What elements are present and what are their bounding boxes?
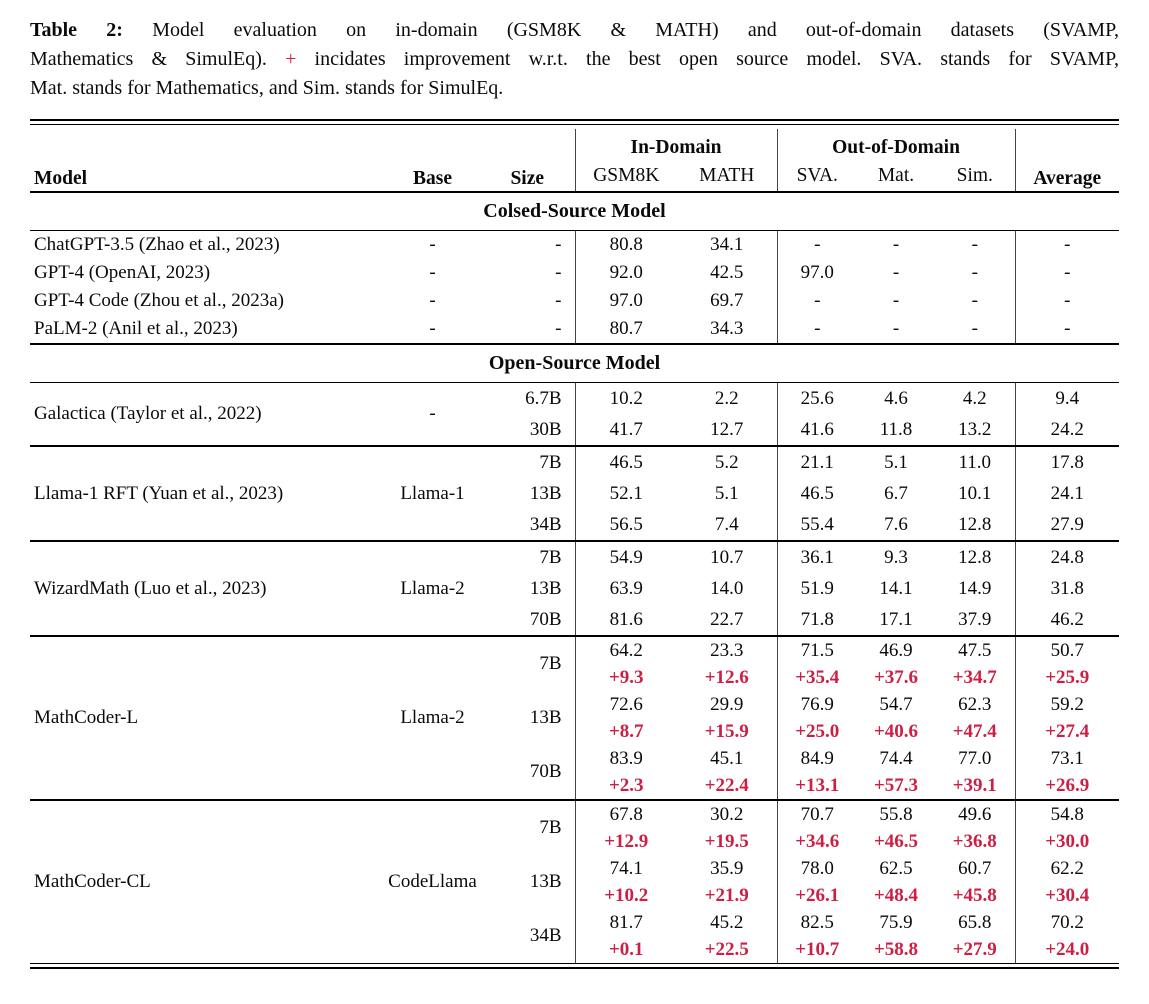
score-cell: 47.5	[935, 636, 1015, 664]
score-cell: 46.9	[857, 636, 935, 664]
score-cell: 45.1	[710, 747, 744, 769]
score-cell: 46.5	[777, 478, 857, 509]
improvement-cell: +45.8	[952, 884, 997, 906]
score-cell: 70.2	[1015, 909, 1119, 936]
improvement-cell: +27.9	[952, 938, 997, 960]
base-name: -	[429, 262, 436, 283]
score-cell: 10.2	[575, 383, 677, 415]
score-cell: 76.9	[777, 691, 857, 718]
caption-line-1	[30, 16, 1119, 45]
score-cell: 75.9	[879, 911, 913, 933]
score-cell: 24.2	[1015, 414, 1119, 446]
score-cell: -	[1015, 315, 1119, 344]
model-name: MathCoder-CL	[30, 800, 385, 963]
score-cell: 42.5	[710, 262, 744, 283]
score-cell: 55.8	[857, 800, 935, 828]
improvement-cell: +24.0	[1015, 936, 1119, 963]
section-title: Open-Source Model	[30, 344, 1119, 383]
size-label: 30B	[529, 418, 562, 440]
improvement-cell: +30.4	[1015, 882, 1119, 909]
size-label: 13B	[529, 577, 562, 599]
caption-line-3: Mat. stands for Mathematics, and Sim. stands for SimulEq.	[30, 77, 504, 99]
improvement-cell: +25.9	[1015, 664, 1119, 691]
score-cell: 80.8	[575, 231, 677, 260]
score-cell: 62.2	[1015, 855, 1119, 882]
score-cell: 4.6	[884, 387, 908, 409]
model-name: PaLM-2 (Anil et al., 2023)	[34, 318, 238, 339]
score-cell: -	[971, 262, 978, 283]
results-table	[30, 129, 1119, 963]
size-label: -	[555, 262, 562, 283]
improvement-cell: +34.6	[777, 828, 857, 855]
score-cell: 84.9	[777, 745, 857, 772]
score-cell: 29.9	[710, 693, 744, 715]
improvement-cell: +2.3	[575, 772, 677, 800]
score-cell: 81.7	[575, 909, 677, 936]
score-cell: 30.2	[677, 800, 777, 828]
size-label: 70B	[529, 761, 562, 782]
score-cell: 49.6	[935, 800, 1015, 828]
score-cell: 60.7	[958, 857, 992, 879]
score-cell: 5.1	[714, 482, 739, 504]
score-cell: 2.2	[714, 387, 739, 409]
score-cell: 14.9	[958, 577, 992, 599]
base-name: -	[429, 403, 436, 424]
score-cell: 54.9	[575, 541, 677, 573]
improvement-cell: +35.4	[777, 664, 857, 691]
score-cell: 77.0	[958, 747, 992, 769]
score-cell: -	[971, 234, 978, 255]
improvement-cell: +47.4	[952, 720, 997, 742]
score-cell: -	[777, 315, 857, 344]
score-cell: -	[777, 231, 857, 260]
size-label: -	[555, 318, 562, 339]
improvement-cell: +21.9	[704, 884, 749, 906]
score-cell: 65.8	[958, 911, 992, 933]
header-model: Model	[34, 168, 88, 189]
score-cell: 74.4	[879, 747, 913, 769]
score-cell: -	[971, 318, 978, 339]
score-cell: 9.3	[857, 541, 935, 573]
improvement-cell: +22.5	[704, 938, 749, 960]
score-cell: 46.5	[575, 446, 677, 478]
score-cell: 31.8	[1015, 573, 1119, 604]
score-cell: 4.2	[962, 387, 987, 409]
improvement-cell: +36.8	[952, 830, 997, 852]
caption-text-2b: incidates improvement w.r.t. the best open source model. SVA. stands for SVAMP,	[296, 48, 1120, 70]
base-name: -	[429, 318, 436, 339]
improvement-cell: +30.0	[1015, 828, 1119, 855]
score-cell: -	[777, 287, 857, 315]
score-cell: 80.7	[575, 315, 677, 344]
header-svamp: SVA.	[777, 160, 857, 192]
size-label: 6.7B	[525, 387, 562, 409]
score-cell: 52.1	[575, 478, 677, 509]
improvement-cell: +39.1	[952, 774, 997, 796]
table-row	[30, 287, 1119, 315]
red-plus-symbol: +	[285, 48, 297, 70]
size-label: 70B	[529, 608, 562, 630]
score-cell: 9.4	[1015, 383, 1119, 415]
table-row	[30, 636, 1119, 664]
score-cell: 54.8	[1015, 800, 1119, 828]
score-cell: 11.8	[879, 418, 913, 440]
score-cell: 17.8	[1015, 446, 1119, 478]
size-label: 34B	[529, 513, 562, 535]
header-out-of-domain: Out-of-Domain	[777, 129, 1015, 160]
score-cell: 22.7	[710, 608, 744, 630]
improvement-cell: +9.3	[575, 664, 677, 691]
improvement-cell: +46.5	[873, 830, 919, 852]
header-base: Base	[413, 168, 452, 189]
score-cell: -	[892, 318, 900, 339]
table-header	[30, 129, 1119, 192]
improvement-cell: +12.6	[704, 666, 749, 688]
header-simuleq: Sim.	[956, 164, 993, 186]
size-label: -	[555, 234, 562, 255]
score-cell: 45.2	[710, 911, 744, 933]
score-cell: -	[892, 262, 900, 283]
score-cell: 97.0	[777, 259, 857, 287]
score-cell: 25.6	[777, 383, 857, 415]
improvement-cell: +58.8	[873, 938, 919, 960]
score-cell: 5.1	[857, 446, 935, 478]
improvement-cell: +27.4	[1015, 718, 1119, 745]
improvement-cell: +25.0	[777, 718, 857, 745]
score-cell: 50.7	[1015, 636, 1119, 664]
score-cell: 41.7	[575, 414, 677, 446]
score-cell: 78.0	[777, 855, 857, 882]
score-cell: 46.2	[1015, 604, 1119, 636]
score-cell: 54.7	[879, 693, 913, 715]
score-cell: 97.0	[575, 287, 677, 315]
score-cell: 14.1	[879, 577, 913, 599]
caption-line-2	[30, 45, 1119, 74]
score-cell: 74.1	[575, 855, 677, 882]
model-name: GPT-4 (OpenAI, 2023)	[34, 262, 211, 283]
score-cell: 83.9	[575, 745, 677, 772]
base-name: -	[429, 290, 436, 311]
model-name: Galactica (Taylor et al., 2022)	[34, 403, 262, 424]
section-title: Colsed-Source Model	[30, 192, 1119, 231]
model-name: GPT-4 Code (Zhou et al., 2023a)	[34, 290, 284, 311]
score-cell: 34.3	[710, 318, 744, 339]
size-label: 13B	[529, 707, 562, 728]
header-size: Size	[510, 168, 545, 189]
score-cell: 73.1	[1015, 745, 1119, 772]
bottom-rule	[30, 963, 1119, 969]
score-cell: 81.6	[575, 604, 677, 636]
score-cell: 5.2	[677, 446, 777, 478]
header-average: Average	[1015, 129, 1119, 192]
score-cell: 7.4	[714, 513, 739, 535]
score-cell: 69.7	[710, 290, 744, 311]
score-cell: 92.0	[575, 259, 677, 287]
score-cell: 6.7	[884, 482, 908, 504]
table-row	[30, 541, 1119, 573]
improvement-cell: +13.1	[777, 772, 857, 800]
score-cell: 12.7	[710, 418, 744, 440]
score-cell: 63.9	[575, 573, 677, 604]
table-row	[30, 259, 1119, 287]
score-cell: 23.3	[677, 636, 777, 664]
base-name: Llama-2	[385, 541, 480, 636]
caption-text-2a: Mathematics & SimulEq).	[30, 48, 286, 70]
score-cell: 24.8	[1015, 541, 1119, 573]
score-cell: 82.5	[777, 909, 857, 936]
score-cell: 10.7	[677, 541, 777, 573]
score-cell: -	[1015, 259, 1119, 287]
score-cell: 56.5	[575, 509, 677, 541]
score-cell: 35.9	[710, 857, 744, 879]
score-cell: 21.1	[777, 446, 857, 478]
caption-text-1: Model evaluation on in-domain (GSM8K & MATH) and out-of-domain datasets (SVAMP,	[152, 19, 1120, 41]
score-cell: 62.3	[958, 693, 992, 715]
table-row	[30, 800, 1119, 828]
score-cell: 71.5	[777, 636, 857, 664]
section-header-row	[30, 192, 1119, 231]
improvement-cell: +10.2	[575, 882, 677, 909]
header-mathematics: Mat.	[877, 164, 915, 186]
score-cell: 10.1	[958, 482, 992, 504]
size-label: 34B	[529, 925, 562, 946]
score-cell: 51.9	[777, 573, 857, 604]
score-cell: 71.8	[777, 604, 857, 636]
improvement-cell: +26.9	[1015, 772, 1119, 800]
score-cell: 14.0	[710, 577, 744, 599]
score-cell: -	[892, 290, 900, 311]
score-cell: -	[1015, 287, 1119, 315]
improvement-cell: +34.7	[952, 666, 997, 688]
size-label: -	[555, 290, 562, 311]
header-gsm8k: GSM8K	[575, 160, 677, 192]
header-math: MATH	[699, 164, 755, 186]
model-name: Llama-1 RFT (Yuan et al., 2023)	[30, 446, 385, 541]
score-cell: 12.8	[935, 541, 1015, 573]
improvement-cell: +0.1	[575, 936, 677, 963]
table-row	[30, 315, 1119, 344]
size-label: 7B	[480, 541, 575, 573]
score-cell: 24.1	[1015, 478, 1119, 509]
score-cell: 12.8	[958, 513, 992, 535]
score-cell: 55.4	[777, 509, 857, 541]
improvement-cell: +40.6	[873, 720, 919, 742]
improvement-cell: +8.7	[575, 718, 677, 745]
score-cell: -	[1015, 231, 1119, 260]
score-cell: 62.5	[879, 857, 913, 879]
table-caption	[30, 16, 1119, 103]
base-name: -	[429, 234, 436, 255]
improvement-cell: +26.1	[777, 882, 857, 909]
score-cell: 17.1	[879, 608, 913, 630]
model-name: WizardMath (Luo et al., 2023)	[30, 541, 385, 636]
score-cell: 34.1	[710, 234, 744, 255]
table-row	[30, 446, 1119, 478]
improvement-cell: +10.7	[777, 936, 857, 963]
score-cell: 64.2	[575, 636, 677, 664]
score-cell: 27.9	[1015, 509, 1119, 541]
improvement-cell: +37.6	[873, 666, 919, 688]
score-cell: 7.6	[884, 513, 908, 535]
score-cell: -	[971, 290, 978, 311]
model-name: MathCoder-L	[30, 636, 385, 800]
table-body	[30, 192, 1119, 963]
size-label: 13B	[529, 871, 562, 892]
score-cell: 11.0	[935, 446, 1015, 478]
table-row	[30, 231, 1119, 260]
improvement-cell: +48.4	[873, 884, 919, 906]
base-name: Llama-1	[385, 446, 480, 541]
size-label: 13B	[529, 482, 562, 504]
improvement-cell: +22.4	[704, 774, 749, 796]
score-cell: 70.7	[777, 800, 857, 828]
base-name: CodeLlama	[385, 800, 480, 963]
score-cell: 59.2	[1015, 691, 1119, 718]
section-header-row	[30, 344, 1119, 383]
score-cell: 72.6	[575, 691, 677, 718]
model-name: ChatGPT-3.5 (Zhao et al., 2023)	[34, 234, 280, 255]
score-cell: 13.2	[958, 418, 992, 440]
header-in-domain: In-Domain	[575, 129, 777, 160]
improvement-cell: +19.5	[704, 830, 749, 852]
improvement-cell: +12.9	[575, 828, 677, 855]
score-cell: 36.1	[777, 541, 857, 573]
size-label: 7B	[480, 800, 575, 855]
size-label: 7B	[480, 446, 575, 478]
caption-label: Table 2:	[30, 19, 123, 41]
score-cell: 41.6	[777, 414, 857, 446]
score-cell: -	[892, 234, 900, 255]
base-name: Llama-2	[385, 636, 480, 800]
table-row	[30, 383, 1119, 415]
score-cell: 37.9	[958, 608, 992, 630]
improvement-cell: +15.9	[704, 720, 749, 742]
improvement-cell: +57.3	[873, 774, 919, 796]
score-cell: 67.8	[575, 800, 677, 828]
top-rule	[30, 119, 1119, 125]
size-label: 7B	[480, 636, 575, 691]
